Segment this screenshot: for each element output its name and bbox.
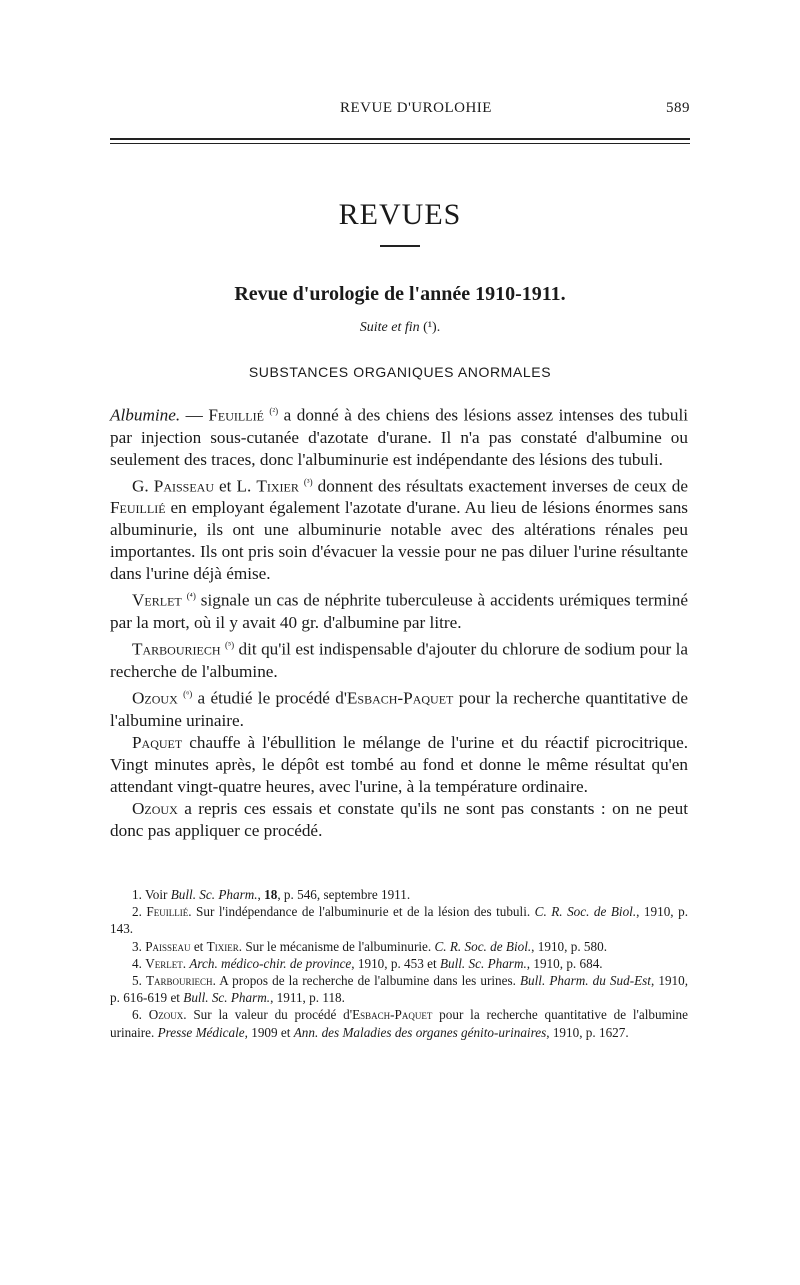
- paragraph-text: pour la recherche quantitative de l'albumine urinaire.: [110, 688, 689, 730]
- footnote-2: [110, 903, 688, 937]
- paragraph-ozoux-2: [110, 798, 688, 842]
- running-title: REVUE D'UROLOHIE: [340, 100, 492, 116]
- footnote-text: . Sur le mécanisme de l'albuminurie.: [238, 938, 435, 954]
- footnote-text: , 1911, p. 118.: [270, 990, 345, 1006]
- journal-name: Bull. Pharm. du Sud-Est: [519, 973, 651, 989]
- footnote-ref: (³): [303, 476, 313, 487]
- continuation-footnote-ref: (¹).: [423, 320, 441, 335]
- footnote-text: . Sur la valeur du procédé d': [183, 1007, 353, 1023]
- footnote-number: 3.: [132, 938, 146, 954]
- paragraph-verlet: [110, 585, 688, 634]
- footnote-text: , 1910, p. 684.: [526, 955, 603, 971]
- author-name: Paisseau: [153, 476, 214, 496]
- paragraph-ozoux-1: [110, 683, 688, 732]
- author-name: Verlet: [132, 591, 182, 611]
- footnote-text: .: [182, 955, 190, 971]
- header-double-rule: [110, 138, 690, 144]
- author-name: Feuillié: [208, 405, 264, 425]
- paragraph-text: signale un cas de néphrite tuberculeuse à accidents urémiques terminé par la mort, où il y avait 40 gr. d'albumine par litre.: [110, 591, 688, 633]
- footnote-text: pour la recherche quantitative de l'albumine urinaire.: [110, 1007, 688, 1040]
- footnote-ref: (⁶): [183, 688, 193, 699]
- author-name: Ozoux: [132, 798, 178, 818]
- footnote-text: et: [190, 938, 207, 954]
- author-name: Tarbouriech: [132, 639, 221, 659]
- footnote-text: , 1909 et: [244, 1024, 294, 1040]
- footnote-text: , 1910, p. 580.: [531, 938, 607, 954]
- footnote-text: . A propos de la recherche de l'albumine dans les urines.: [212, 973, 520, 989]
- author-initial: G.: [132, 476, 154, 496]
- paragraph-text: a repris ces essais et constate qu'ils ne sont pas constants : on ne peut donc pas appliquer ce procédé.: [110, 798, 688, 840]
- paragraph-text: chauffe à l'ébullition le mélange de l'urine et du réactif picrocitrique. Vingt minutes après, le dépôt est tombé au fond et donne le même résultat qu'en attendant vingt-quatre heures, avec l'urine, à la température ordinaire.: [110, 732, 688, 796]
- continuation-text: Suite et fin: [359, 320, 420, 335]
- footnote-text: . Sur l'indépendance de l'albuminurie et de la lésion des tubuli.: [188, 904, 535, 920]
- body-text: [110, 400, 688, 842]
- footnote-text: ,: [257, 887, 265, 902]
- footnote-ref: (²): [269, 406, 279, 416]
- paragraph-text: en employant également l'azotate d'urane. Au lieu de lésions énormes sans albuminurie, ils ont une albuminurie notable avec des altérations rénales peu importantes. Ils ont pris soin d'évacuer la vessie pour ne pas diluer l'urine résultante dans l'urine déjà émise.: [110, 498, 688, 584]
- author-name: Esbach-Paquet: [346, 688, 454, 708]
- footnote-6: [110, 1006, 688, 1040]
- paragraph-paquet: [110, 732, 688, 798]
- journal-name: Bull. Sc. Pharm.: [183, 990, 271, 1006]
- paragraph-text: a donné à des chiens des lésions assez intenses des tubuli par injection sous-cutanée d'azotate d'urane. Il n'a pas constaté d'albumine ou seulement des traces, donc l'albuminurie est indépendante des lésions des tubuli.: [110, 405, 688, 469]
- paragraph-albumine: [110, 400, 688, 471]
- footnote-text: , 1910, p. 453 et: [351, 955, 440, 971]
- footnote-3: [110, 938, 688, 955]
- author-name: Tixier: [206, 938, 239, 954]
- page-number: 589: [666, 100, 690, 116]
- footnote-number: 5.: [132, 973, 146, 989]
- footnote-text: , p. 546, septembre 1911.: [277, 887, 411, 902]
- subsection-heading: SUBSTANCES ORGANIQUES ANORMALES: [248, 364, 552, 380]
- journal-name: Arch. médico-chir. de province: [189, 955, 352, 971]
- conjunction: et L.: [214, 476, 257, 496]
- paragraph-text: dit qu'il est indispensable d'ajouter du chlorure de sodium pour la recherche de l'albumine.: [110, 639, 689, 681]
- article-title: Revue d'urologie de l'année 1910-1911.: [234, 283, 566, 305]
- author-name: Feuillié: [110, 498, 166, 518]
- volume-number: 18: [264, 887, 278, 902]
- journal-name: Bull. Sc. Pharm.: [170, 887, 258, 902]
- footnote-number: 2.: [132, 904, 147, 920]
- footnote-text: , 1910, p. 616-619 et: [110, 973, 689, 1006]
- author-name: Tarbouriech: [146, 973, 213, 989]
- footnote-4: [110, 955, 688, 972]
- journal-name: Presse Médicale: [157, 1024, 245, 1040]
- dash: —: [180, 405, 209, 425]
- paragraph-text: a étudié le procédé d': [192, 688, 347, 708]
- footnote-number: 6.: [132, 1007, 149, 1023]
- journal-name: Ann. des Maladies des organes génito-urinaires: [293, 1024, 547, 1040]
- author-name: Esbach-Paquet: [352, 1007, 433, 1023]
- continuation-note: [0, 320, 800, 336]
- author-name: Paquet: [132, 732, 183, 752]
- footnote-number: 4.: [132, 955, 146, 971]
- author-name: Verlet: [145, 955, 183, 971]
- journal-name: C. R. Soc. de Biol.: [534, 904, 637, 920]
- footnote-ref: (⁴): [186, 591, 196, 602]
- section-rule: [380, 245, 420, 247]
- author-name: Ozoux: [148, 1007, 184, 1023]
- author-name: Feuillié: [146, 904, 189, 920]
- paragraph-text: donnent des résultats exactement inverses de ceux de: [312, 476, 688, 496]
- footnote-text: , 1910, p. 1627.: [546, 1024, 629, 1040]
- topic-label: Albumine.: [110, 405, 181, 425]
- paragraph-tarbouriech: [110, 634, 688, 683]
- author-name: Ozoux: [132, 688, 178, 708]
- footnotes: [110, 886, 688, 1041]
- journal-name: C. R. Soc. de Biol.: [434, 938, 532, 954]
- footnote-1: [110, 886, 688, 903]
- journal-name: Bull. Sc. Pharm.: [439, 955, 527, 971]
- footnote-number: 1.: [132, 887, 145, 902]
- author-name: Paisseau: [145, 938, 191, 954]
- paragraph-paisseau: [110, 471, 688, 586]
- footnote-5: [110, 972, 688, 1006]
- footnote-ref: (⁵): [224, 640, 235, 651]
- footnote-text: Voir: [144, 887, 171, 902]
- author-name: Tixier: [256, 476, 299, 496]
- footnote-text: , 1910, p. 143.: [110, 904, 688, 937]
- section-title: REVUES: [338, 198, 462, 231]
